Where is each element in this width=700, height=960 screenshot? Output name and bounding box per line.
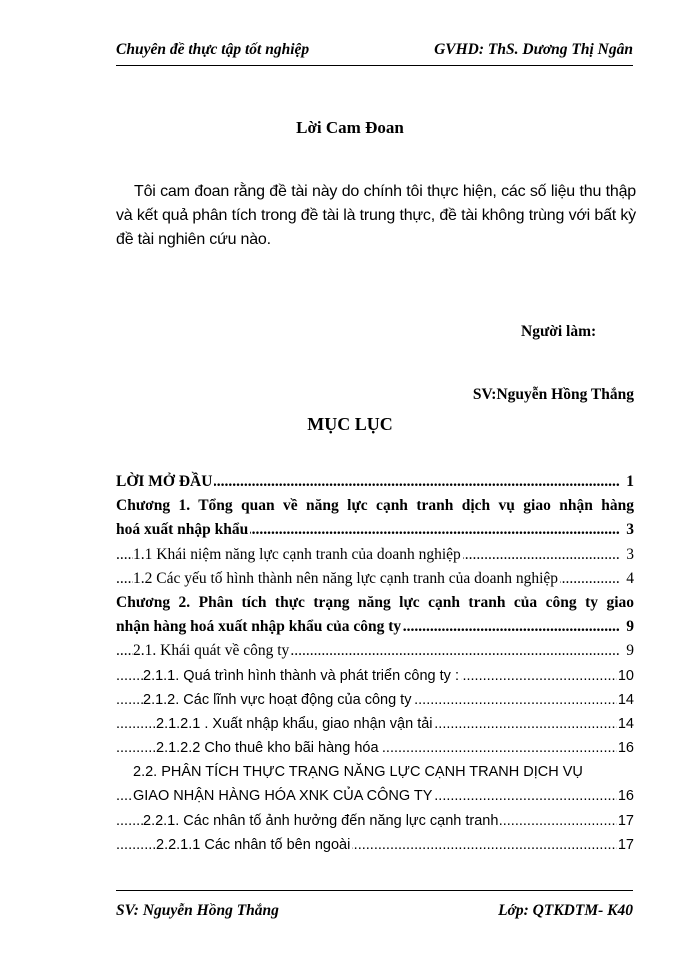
toc-entry[interactable]: ..... 2.1.2.2 Cho thuê kho bãi hàng hóa 16: [116, 736, 634, 760]
declaration-body: Tôi cam đoan rằng đề tài này do chính tôi thực hiện, các số liệu thu thập và kết quả phân tích trong đề tài là trung thực, đề tài không trùng với bất kỳ đề tài nghiên cứu nào.: [116, 183, 636, 248]
toc-entry[interactable]: ..... nhận hàng hoá xuất nhập khẩu của công ty 9: [116, 615, 634, 639]
toc-entry[interactable]: ..... GIAO NHẬN HÀNG HÓA XNK CỦA CÔNG TY 16: [116, 784, 634, 808]
toc-title: MỤC LỤC: [307, 414, 393, 434]
toc-entry[interactable]: ..... 1.1 Khái niệm năng lực cạnh tranh của doanh nghiệp 3: [116, 543, 634, 567]
toc-entry[interactable]: ..... 2.1.1. Quá trình hình thành và phát triển công ty : 10: [116, 664, 634, 688]
signer-name: SV:Nguyễn Hồng Thắng: [472, 386, 634, 403]
toc-entry[interactable]: ..... 2.1.2. Các lĩnh vực hoạt động của công ty 14: [116, 688, 634, 712]
toc-entry[interactable]: 2.2. PHÂN TÍCH THỰC TRẠNG NĂNG LỰC CẠNH TRANH DỊCH VỤ: [133, 764, 583, 781]
table-of-contents: [116, 470, 634, 857]
toc-entry[interactable]: ..... 2.1. Khái quát về công ty 9: [116, 639, 634, 663]
page-header: [116, 41, 633, 63]
toc-entry[interactable]: ..... 1.2 Các yếu tố hình thành nên năng lực cạnh tranh của doanh nghiệp 4: [116, 567, 634, 591]
declaration-title: Lời Cam Đoan: [296, 118, 404, 137]
header-right: GVHD: ThS. Dương Thị Ngân: [434, 41, 633, 58]
toc-entry[interactable]: Chương 2. Phân tích thực trạng năng lực cạnh tranh của công ty giao: [116, 593, 634, 611]
footer-left: SV: Nguyễn Hồng Thắng: [116, 902, 279, 919]
footer-right: Lớp: QTKDTM- K40: [498, 902, 633, 919]
toc-entry[interactable]: ..... LỜI MỞ ĐẦU 1: [116, 470, 634, 494]
toc-entry[interactable]: ..... 2.2.1.1 Các nhân tố bên ngoài 17: [116, 833, 634, 857]
toc-entry[interactable]: ..... 2.1.2.1 . Xuất nhập khẩu, giao nhận vận tải 14: [116, 712, 634, 736]
toc-entry[interactable]: Chương 1. Tổng quan về năng lực cạnh tranh dịch vụ giao nhận hàng: [116, 497, 634, 515]
signer-label: Người làm:: [521, 323, 597, 340]
toc-entry[interactable]: ..... hoá xuất nhập khẩu 3: [116, 518, 634, 542]
toc-entry[interactable]: ..... 2.2.1. Các nhân tố ảnh hưởng đến năng lực cạnh tranh 17: [116, 809, 634, 833]
header-rule: [116, 65, 633, 66]
footer-rule: [116, 890, 633, 891]
header-left: Chuyên đề thực tập tốt nghiệp: [116, 41, 310, 58]
